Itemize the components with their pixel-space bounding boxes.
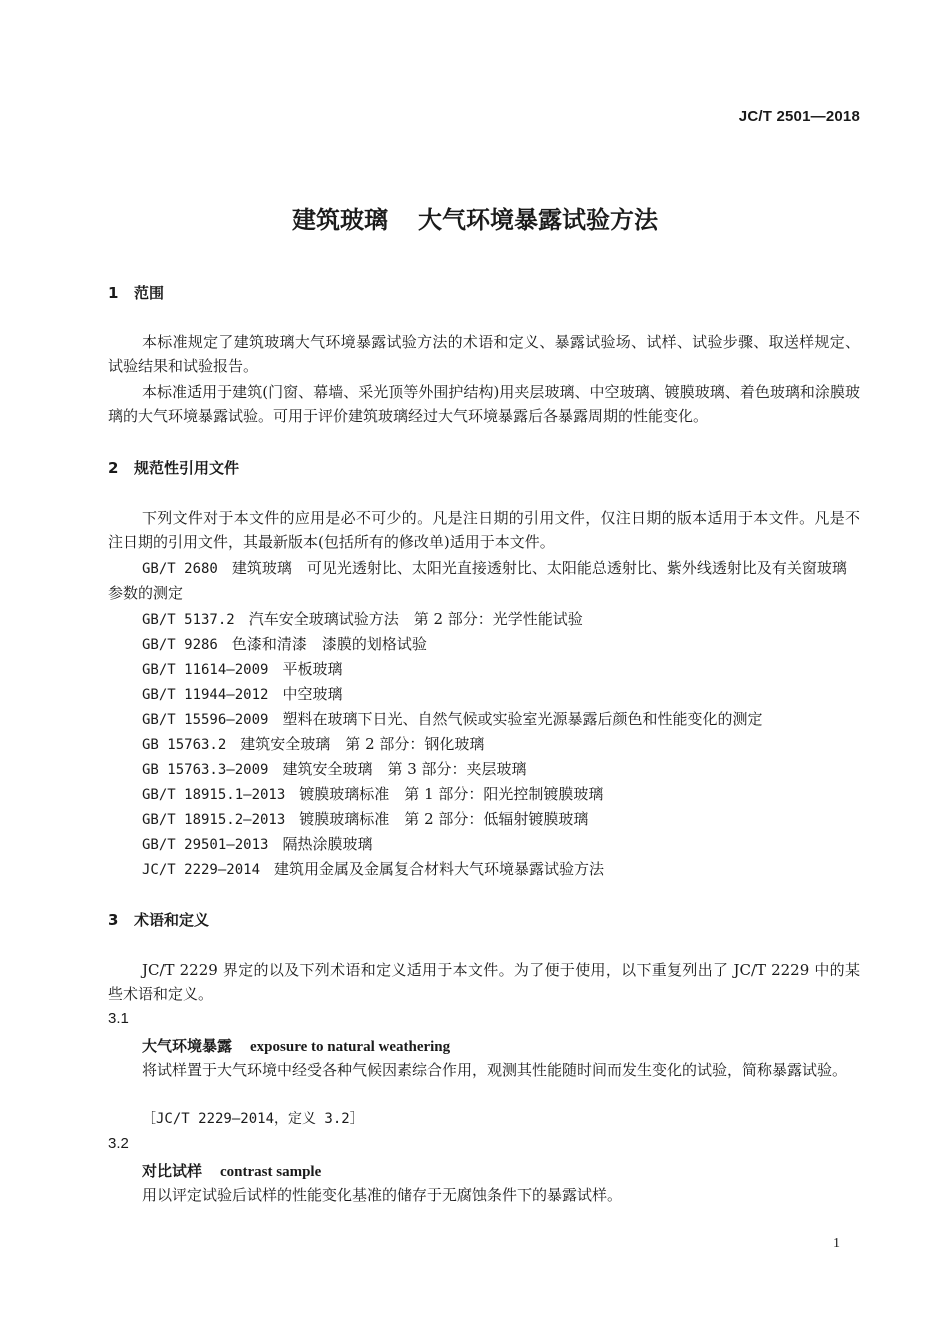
reference-item bbox=[142, 683, 342, 704]
reference-title: 镀膜玻璃标准 第 2 部分：低辐射镀膜玻璃 bbox=[299, 810, 589, 828]
section-number: 2 bbox=[108, 459, 119, 477]
term-definition: 用以评定试验后试样的性能变化基准的储存于无腐蚀条件下的暴露试样。 bbox=[142, 1186, 623, 1204]
reference-code: GB/T 18915.2—2013 bbox=[142, 812, 286, 828]
section-number: 1 bbox=[108, 284, 119, 302]
reference-item bbox=[142, 808, 588, 829]
term-source: ［JC/T 2229—2014，定义 3.2］ bbox=[142, 1111, 364, 1127]
reference-code: GB 15763.2 bbox=[142, 737, 227, 753]
reference-item bbox=[142, 708, 762, 729]
reference-item bbox=[142, 833, 372, 854]
title-part-1: 建筑玻璃 bbox=[292, 206, 388, 234]
reference-title: 色漆和清漆 漆膜的划格试验 bbox=[231, 635, 427, 653]
reference-code: GB/T 29501—2013 bbox=[142, 837, 269, 853]
reference-item bbox=[142, 858, 604, 879]
section-1-paragraph-1: 本标准规定了建筑玻璃大气环境暴露试验方法的术语和定义、暴露试验场、试样、试验步骤、取送样规定、试验结果和试验报告。 bbox=[108, 333, 860, 375]
section-title: 规范性引用文件 bbox=[134, 459, 240, 477]
section-1-paragraph-2: 本标准适用于建筑(门窗、幕墙、采光顶等外围护结构)用夹层玻璃、中空玻璃、镀膜玻璃、着色玻璃和涂膜玻璃的大气环境暴露试验。可用于评价建筑玻璃经过大气环境暴露后各暴露周期的性能变化。 bbox=[108, 383, 860, 425]
standard-code: JC/T 2501—2018 bbox=[738, 108, 860, 125]
reference-item bbox=[142, 733, 484, 754]
reference-title: 建筑安全玻璃 第 3 部分：夹层玻璃 bbox=[282, 760, 527, 778]
reference-title: 平板玻璃 bbox=[282, 660, 343, 678]
term-heading bbox=[142, 1035, 450, 1056]
reference-code: GB/T 18915.1—2013 bbox=[142, 787, 286, 803]
section-3-heading bbox=[108, 909, 209, 930]
term-number: 3.2 bbox=[108, 1135, 129, 1152]
page-number: 1 bbox=[833, 1236, 840, 1251]
reference-item bbox=[108, 556, 860, 605]
reference-item bbox=[142, 658, 342, 679]
section-2-heading bbox=[108, 457, 239, 478]
term-definition: 将试样置于大气环境中经受各种气候因素综合作用，观测其性能随时间而发生变化的试验，简称暴露试验。 bbox=[142, 1061, 848, 1079]
section-number: 3 bbox=[108, 911, 119, 929]
reference-code: GB/T 9286 bbox=[142, 637, 218, 653]
term-heading bbox=[142, 1160, 321, 1181]
term-number: 3.1 bbox=[108, 1010, 129, 1027]
reference-code: GB 15763.3—2009 bbox=[142, 762, 269, 778]
reference-item bbox=[142, 783, 603, 804]
term-chinese: 对比试样 bbox=[142, 1162, 203, 1180]
document-title bbox=[0, 200, 950, 235]
reference-title: 中空玻璃 bbox=[282, 685, 343, 703]
reference-item bbox=[142, 608, 583, 629]
reference-title: 汽车安全玻璃试验方法 第 2 部分：光学性能试验 bbox=[248, 610, 583, 628]
reference-title: 建筑玻璃 可见光透射比、太阳光直接透射比、太阳能总透射比、紫外线透射比及有关窗玻璃参数的测定 bbox=[108, 559, 847, 602]
section-title: 术语和定义 bbox=[134, 911, 210, 929]
reference-code: GB/T 2680 bbox=[142, 561, 218, 577]
reference-code: GB/T 11614—2009 bbox=[142, 662, 269, 678]
term-english: exposure to natural weathering bbox=[250, 1039, 451, 1055]
section-1-heading bbox=[108, 282, 164, 303]
section-2-intro: 下列文件对于本文件的应用是必不可少的。凡是注日期的引用文件，仅注日期的版本适用于本文件。凡是不注日期的引用文件，其最新版本(包括所有的修改单)适用于本文件。 bbox=[108, 509, 860, 551]
reference-code: GB/T 5137.2 bbox=[142, 612, 235, 628]
reference-title: 建筑用金属及金属复合材料大气环境暴露试验方法 bbox=[274, 860, 605, 878]
reference-item bbox=[142, 758, 527, 779]
title-part-2: 大气环境暴露试验方法 bbox=[418, 206, 658, 234]
reference-item bbox=[142, 633, 427, 654]
reference-title: 塑料在玻璃下日光、自然气候或实验室光源暴露后颜色和性能变化的测定 bbox=[282, 710, 763, 728]
reference-title: 隔热涂膜玻璃 bbox=[282, 835, 373, 853]
reference-code: JC/T 2229—2014 bbox=[142, 862, 261, 878]
term-chinese: 大气环境暴露 bbox=[142, 1037, 233, 1055]
reference-code: GB/T 15596—2009 bbox=[142, 712, 269, 728]
reference-title: 镀膜玻璃标准 第 1 部分：阳光控制镀膜玻璃 bbox=[299, 785, 604, 803]
section-3-intro: JC/T 2229 界定的以及下列术语和定义适用于本文件。为了便于使用，以下重复列出了 JC/T 2229 中的某些术语和定义。 bbox=[108, 961, 860, 1003]
term-english: contrast sample bbox=[220, 1164, 322, 1180]
section-title: 范围 bbox=[134, 284, 165, 302]
reference-title: 建筑安全玻璃 第 2 部分：钢化玻璃 bbox=[240, 735, 485, 753]
reference-code: GB/T 11944—2012 bbox=[142, 687, 269, 703]
